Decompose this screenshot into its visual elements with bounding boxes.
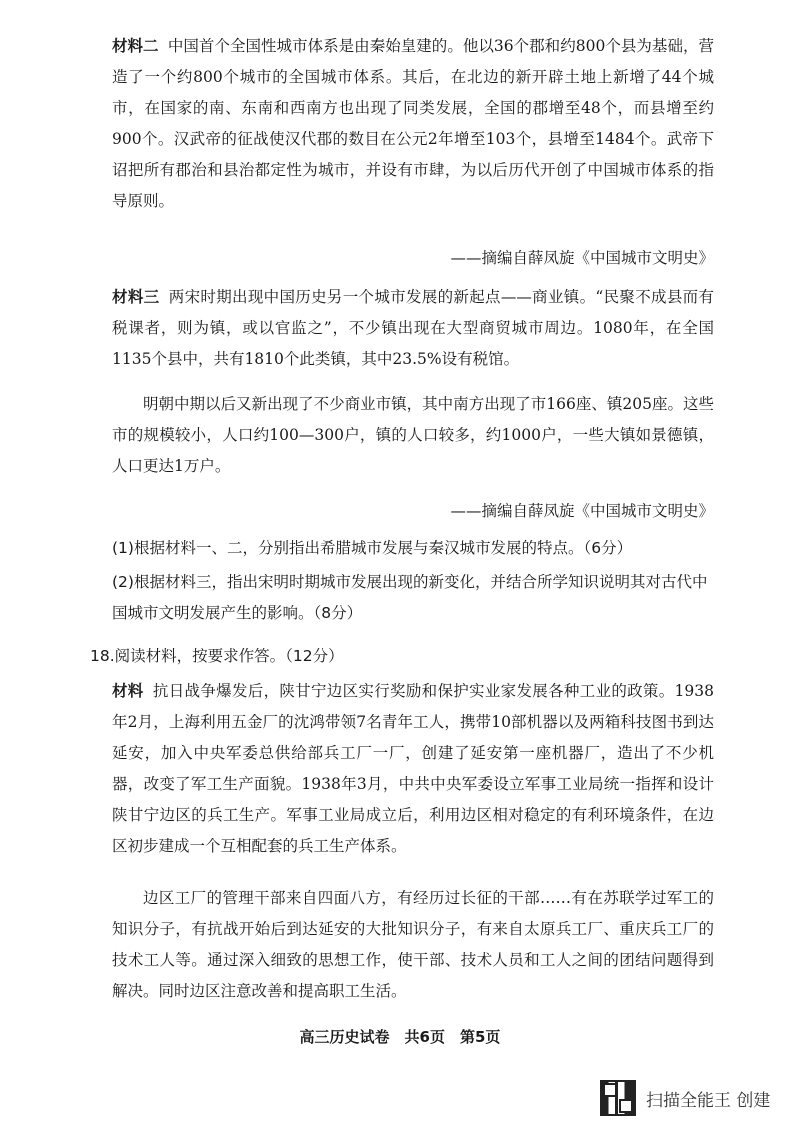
material-3-text-1: 两宋时期出现中国历史另一个城市发展的新起点——商业镇。“民聚不成县而有税课者，则为镇，或以官监之”，不少镇出现在大型商贸城市周边。1080年，在全国1135个县中，共有1810个此类镇，其中23.5%设有税馆。 <box>112 288 714 368</box>
question-18-material-text-1: 抗日战争爆发后，陕甘宁边区实行奖励和保护实业家发展各种工业的政策。1938年2月，上海利用五金厂的沈鸿带领7名青年工人，携带10部机器以及两箱科技图书到达延安，加入中央军委总供给部兵工厂一厂，创建了延安第一座机器厂，造出了不少机器，改变了军工生产面貌。1938年3月，中共中央军委设立军事工业局统一指挥和设计陕甘宁边区的兵工生产。军事工业局成立后，利用边区相对稳定的有利环境条件，在边区初步建成一个互相配套的兵工生产体系。 <box>112 682 714 855</box>
page-footer: 高三历史试卷 共6页 第5页 <box>299 1028 501 1046</box>
question-18-prompt-text: 阅读材料，按要求作答。（12分） <box>114 647 344 665</box>
scanner-watermark: 扫描全能王 创建 <box>646 1091 771 1111</box>
question-18-material-paragraph-2: 边区工厂的管理干部来自四面八方，有经历过长征的干部……有在苏联学过军工的知识分子，有抗战开始后到达延安的大批知识分子，有来自太原兵工厂、重庆兵工厂的技术工人等。通过深入细致的思想工作，使干部、技术人员和工人之间的团结问题得到解决。同时边区注意改善和提高职工生活。 <box>112 889 714 1000</box>
question-17-sub-2: (2)根据材料三，指出宋明时期城市发展出现的新变化，并结合所学知识说明其对古代中国城市文明发展产生的影响。（8分） <box>112 573 708 622</box>
material-3-paragraph-2: 明朝中期以后又新出现了不少商业市镇，其中南方出现了市166座、镇205座。这些市的规模较小，人口约100—300户，镇的人口较多，约1000户，一些大镇如景德镇，人口更达1万户。 <box>112 395 714 475</box>
material-2-label: 材料二 <box>112 36 159 55</box>
material-2-text: 中国首个全国性城市体系是由秦始皇建的。他以36个郡和约800个县为基础，营造了一个约800个城市的全国城市体系。其后，在北边的新开辟土地上新增了44个城市，在国家的南、东南和西南方也出现了同类发展，全国的郡增至48个，而县增至约900个。汉武帝的征战使汉代郡的数目在公元2年增至103个，县增至1484个。武帝下诏把所有郡治和县治都定性为城市，并设有市肆，为以后历代开创了中国城市体系的指导原则。 <box>112 37 714 210</box>
question-18-material-paragraph-1 <box>112 675 714 862</box>
material-3-paragraph-1 <box>112 281 714 375</box>
material-2-source: ——摘编自薛凤旋《中国城市文明史》 <box>450 249 714 267</box>
material-3-label: 材料三 <box>112 287 160 306</box>
question-18-number: 18. <box>90 647 115 665</box>
question-18-material-label: 材料 <box>112 681 144 700</box>
material-3-source: ——摘编自薛凤旋《中国城市文明史》 <box>450 502 714 520</box>
qr-code-icon <box>600 1080 636 1116</box>
question-18-prompt <box>90 641 344 672</box>
question-17-sub-1: (1)根据材料一、二，分别指出希腊城市发展与秦汉城市发展的特点。（6分） <box>112 539 633 557</box>
material-2-paragraph <box>112 30 714 217</box>
